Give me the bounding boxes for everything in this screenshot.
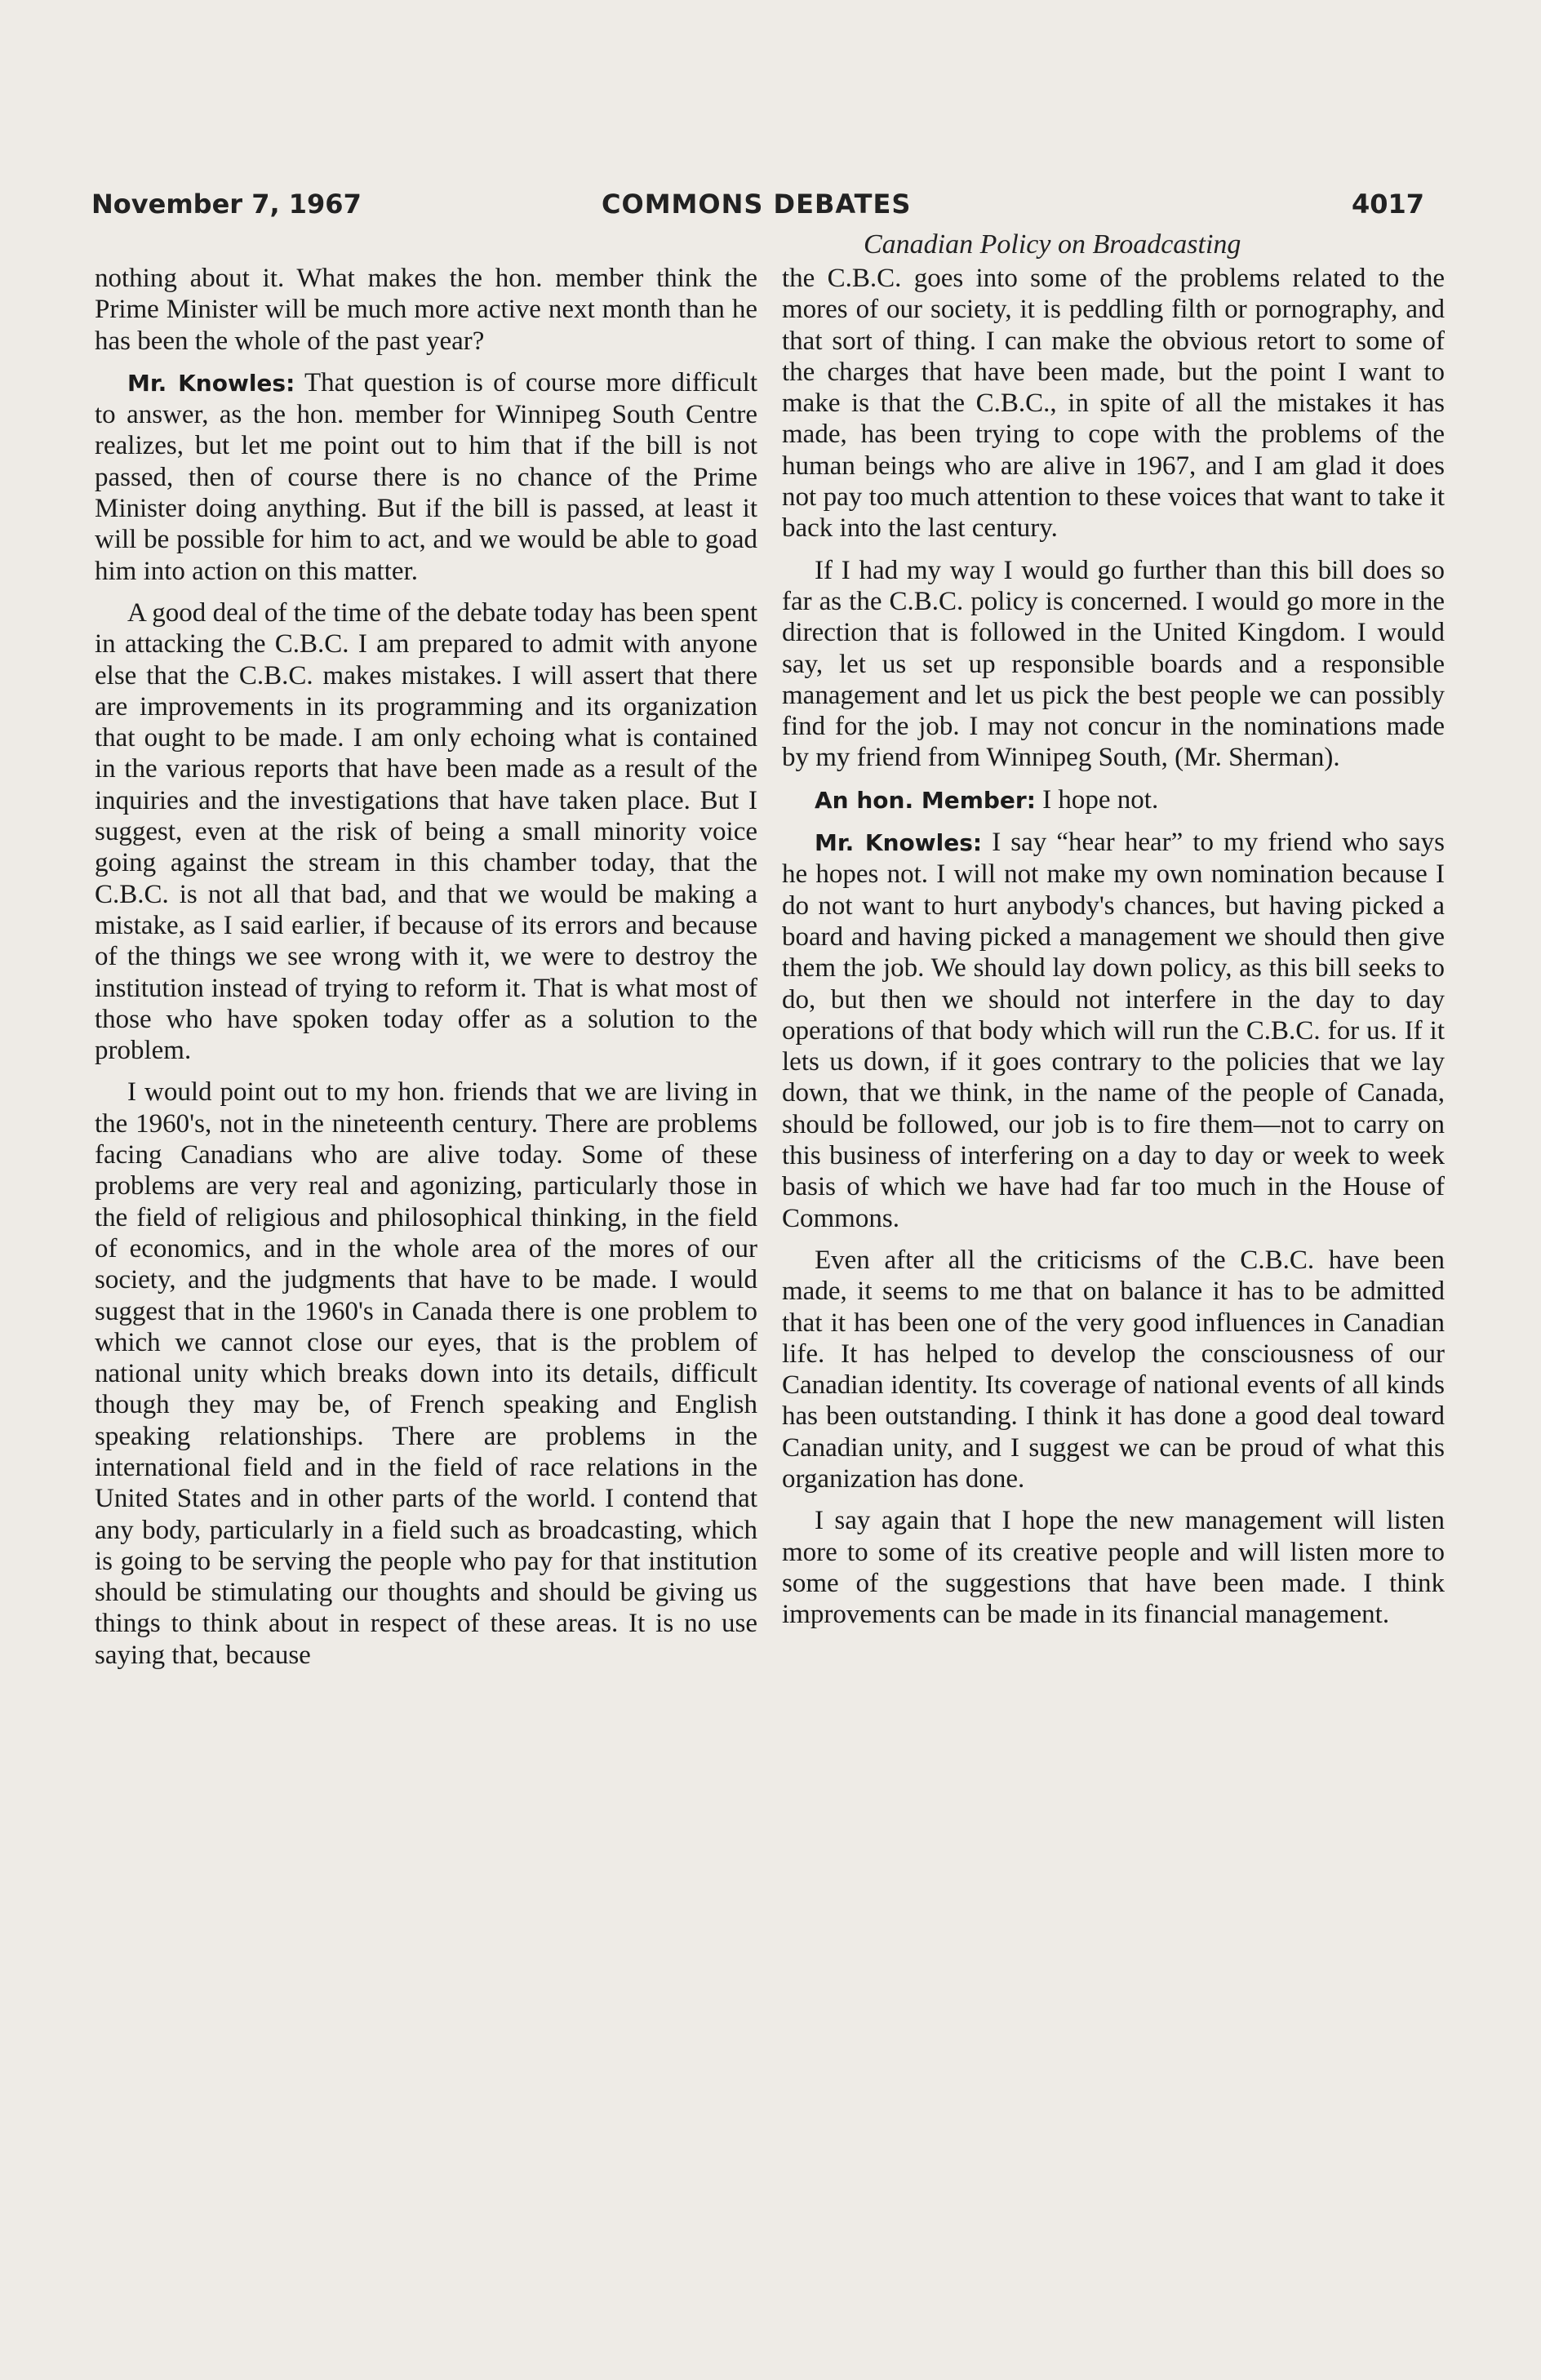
paragraph — [782, 827, 1445, 1234]
speaker-name: An hon. Member: — [815, 786, 1036, 814]
page-header — [91, 189, 1424, 229]
paragraph: A good deal of the time of the debate today has been spent in attacking the C.B.C. I am prepared to admit with anyone else that the C.B.C. makes mistakes. I will assert that there are improvements in its programming and its organization that ought to be made. I am only echoing what is contained in the various reports that have been made as a result of the inquiries and the investigations that have taken place. But I suggest, even at the risk of being a small minority voice going against the stream in this chamber today, that the C.B.C. is not all that bad, and that we would be making a mistake, as I said earlier, if because of its errors and because of the things we see wrong with it, we were to destroy the institution instead of trying to reform it. That is what most of those who have spoken today offer as a solution to the problem. — [95, 597, 757, 1066]
paragraph: I would point out to my hon. friends that we are living in the 1960's, not in the nineteenth century. There are problems facing Canadians who are alive today. Some of these problems are very real and agonizing, particularly those in the field of religious and philosophical thinking, in the field of economics, and in the whole area of the mores of our society, and the judgments that have to be made. I would suggest that in the 1960's in Canada there is one problem to which we cannot close our eyes, that is the problem of national unity which breaks down into its details, difficult though they may be, of French speaking and English speaking relationships. There are problems in the international field and in the field of race relations in the United States and in other parts of the world. I contend that any body, particularly in a field such as broadcasting, which is going to be serving the people who pay for that institution should be stimulating our thoughts and should be giving us things to think about in respect of these areas. It is no use saying that, because — [95, 1077, 757, 1670]
paragraph: If I had my way I would go further than this bill does so far as the C.B.C. policy is concerned. I would go more in the direction that is followed in the United Kingdom. I would say, let us set up responsible boards and a responsible management and let us pick the best people we can possibly find for the job. I may not concur in the nominations made by my friend from Winnipeg South, (Mr. Sherman). — [782, 555, 1445, 773]
paragraph: I say again that I hope the new management will listen more to some of its creative people and will listen more to some of the suggestions that have been made. I think improvements can be made in its financial management. — [782, 1506, 1445, 1630]
left-column — [95, 263, 757, 1681]
right-column — [782, 263, 1445, 1641]
paragraph: nothing about it. What makes the hon. member think the Prime Minister will be much more active next month than he has been the whole of the past year? — [95, 264, 757, 356]
speech-text: I say “hear hear” to my friend who says he hopes not. I will not make my own nomination because I do not want to hurt anybody's chances, but having picked a board and having picked a management we should then give them the job. We should lay down policy, as this bill seeks to do, but then we should not interfere in the day to day operations of that body which will run the C.B.C. for us. If it lets us down, if it goes contrary to the policies that we lay down, that we think, in the name of the people of Canada, should be followed, our job is to fire them—not to carry on this business of interfering on a day to day or week to week basis of which we have had far too much in the House of Commons. — [782, 828, 1446, 1233]
section-title: Canadian Policy on Broadcasting — [864, 229, 1241, 260]
speaker-name: Mr. Knowles: — [127, 369, 295, 397]
header-page-number: 4017 — [1351, 189, 1424, 220]
speaker-name: Mr. Knowles: — [815, 829, 983, 857]
header-date: November 7, 1967 — [91, 189, 362, 220]
paragraph — [782, 784, 1445, 816]
speech-text: That question is of course more difficult to answer, as the hon. member for Winnipeg South Centre realizes, but let me point out to him that if the bill is not passed, then of course there is no chance of the Prime Minister doing anything. But if the bill is passed, at least it will be possible for him to act, and we would be able to goad him into action on this matter. — [95, 367, 758, 586]
paragraph — [95, 367, 757, 587]
header-journal-title: COMMONS DEBATES — [602, 189, 912, 220]
speech-text: I hope not. — [1042, 784, 1159, 815]
paragraph: the C.B.C. goes into some of the problems related to the mores of our society, it is peddling filth or pornography, and that sort of thing. I can make the obvious retort to some of the charges that have been made, but the point I want to make is that the C.B.C., in spite of all the mistakes it has made, has been trying to cope with the problems of the human beings who are alive in 1967, and I am glad it does not pay too much attention to these voices that want to take it back into the last century. — [782, 264, 1445, 544]
paragraph: Even after all the criticisms of the C.B.C. have been made, it seems to me that on balance it has to be admitted that it has been one of the very good influences in Canadian life. It has helped to develop the consciousness of our Canadian identity. Its coverage of national events of all kinds has been outstanding. I think it has done a good deal toward Canadian unity, and I suggest we can be proud of what this organization has done. — [782, 1245, 1445, 1494]
